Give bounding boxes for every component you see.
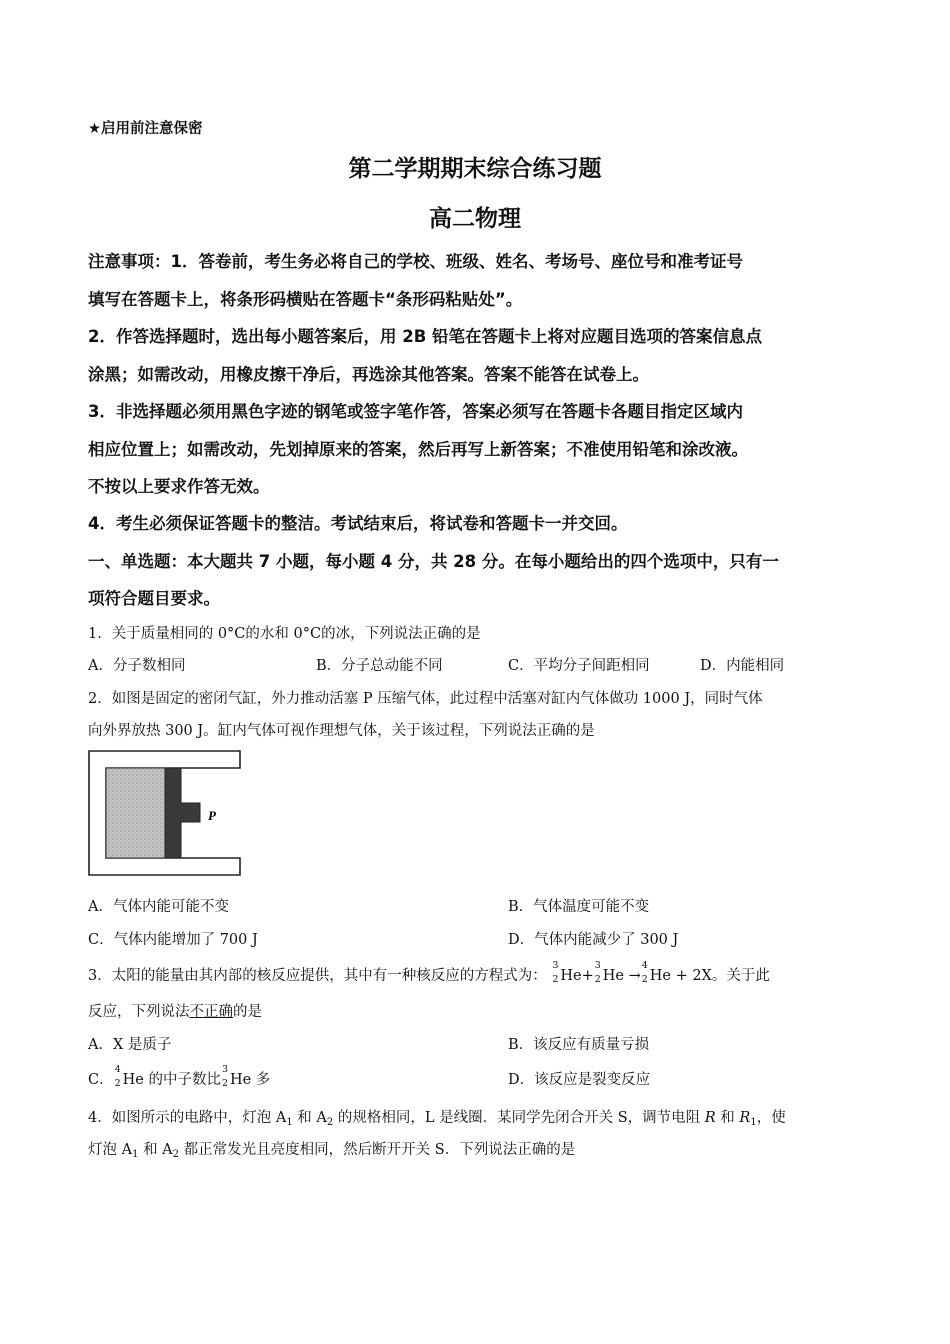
q2-option-c: C．气体内能增加了 700 J <box>88 932 258 948</box>
q1-option-a: A．分子数相同 <box>88 658 186 674</box>
note-1-line-2: 填写在答题卡上，将条形码横贴在答题卡“条形码粘贴处”。 <box>88 290 523 309</box>
nuclide-he4-c: 4 2 <box>114 1064 121 1089</box>
note-2-line-2: 涂黑；如需改动，用橡皮擦干净后，再选涂其他答案。答案不能答在试卷上。 <box>88 365 649 384</box>
q3-stem-prefix: 3．太阳的能量由其内部的核反应提供，其中有一种核反应的方程式为： <box>88 968 547 984</box>
note-4-line-1: 4．考生必须保证答题卡的整洁。考试结束后，将试卷和答题卡一并交回。 <box>88 514 628 533</box>
question-2-stem-line-2: 向外界放热 300 J。缸内气体可视作理想气体，关于该过程，下列说法正确的是 <box>88 723 595 739</box>
cylinder-diagram <box>88 750 241 876</box>
question-3-stem-line-1: 3．太阳的能量由其内部的核反应提供，其中有一种核反应的方程式为： 3 2 He+ 3 2 He → 4 2 He + 2X。关于此 <box>88 960 770 985</box>
section-heading-line-2: 项符合题目要求。 <box>88 589 220 608</box>
nuclide-he3-b: 3 2 <box>594 960 601 985</box>
q2-option-b: B．气体温度可能不变 <box>508 899 650 915</box>
cylinder-piston-figure <box>88 750 241 876</box>
note-1-line-1: 注意事项：1．答卷前，考生务必将自己的学校、班级、姓名、考场号、座位号和准考证号 <box>88 252 743 271</box>
question-4-stem-line-2: 灯泡 $A_1$ 和 $A_2$ 都正常发光且亮度相同，然后断开开关 S．下列说法正确的是 <box>88 1142 576 1160</box>
nuclide-he3-c: 3 2 <box>221 1064 228 1089</box>
q2-option-a: A．气体内能可能不变 <box>88 899 229 915</box>
question-2-stem-line-1: 2．如图是固定的密闭气缸，外力推动活塞 P 压缩气体，此过程中活塞对缸内气体做功 1000 J，同时气体 <box>88 691 763 707</box>
note-3-line-1: 3．非选择题必须用黑色字迹的钢笔或签字笔作答，答案必须写在答题卡各题目指定区域内 <box>88 402 743 421</box>
q3-option-a: A．X 是质子 <box>88 1037 172 1053</box>
page-title: 第二学期期末综合练习题 <box>348 156 602 182</box>
nuclide-he3-a: 3 2 <box>552 960 559 985</box>
question-1-stem: 1．关于质量相同的 0°C的水和 0°C的冰，下列说法正确的是 <box>88 626 481 642</box>
question-4-stem-line-1: 4．如图所示的电路中，灯泡 $A_1$ 和 $A_2$ 的规格相同，L 是线圈．某同学先闭合开关 S，调节电阻 R 和 $R_1$，使 <box>88 1110 786 1128</box>
q1-option-d: D．内能相同 <box>700 658 785 674</box>
nuclide-he4: 4 2 <box>641 960 648 985</box>
subject-title: 高二物理 <box>429 206 521 232</box>
note-2-line-1: 2．作答选择题时，选出每小题答案后，用 2B 铅笔在答题卡上将对应题目选项的答案信息点 <box>88 327 763 346</box>
q1-option-c: C．平均分子间距相同 <box>508 658 650 674</box>
q1-option-b: B．分子总动能不同 <box>316 658 443 674</box>
emphasis-incorrect: 不正确 <box>189 1004 233 1020</box>
note-3-line-2: 相应位置上；如需改动，先划掉原来的答案，然后再写上新答案；不准使用铅笔和涂改液。 <box>88 440 748 459</box>
q3-option-c: C． 4 2 He 的中子数比 3 2 He 多 <box>88 1064 271 1089</box>
q3-option-b: B．该反应有质量亏损 <box>508 1037 650 1053</box>
section-heading-line-1: 一、单选题：本大题共 7 小题，每小题 4 分，共 28 分。在每小题给出的四个选项中，只有一 <box>88 552 779 571</box>
q2-option-d: D．气体内能减少了 300 J <box>508 932 679 948</box>
q3-option-d: D．该反应是裂变反应 <box>508 1072 651 1088</box>
piston-label: P <box>208 808 216 823</box>
note-3-line-3: 不按以上要求作答无效。 <box>88 477 270 496</box>
question-3-stem-line-2: 反应，下列说法不正确的是 <box>88 1004 262 1020</box>
confidential-mark: ★启用前注意保密 <box>88 121 203 137</box>
